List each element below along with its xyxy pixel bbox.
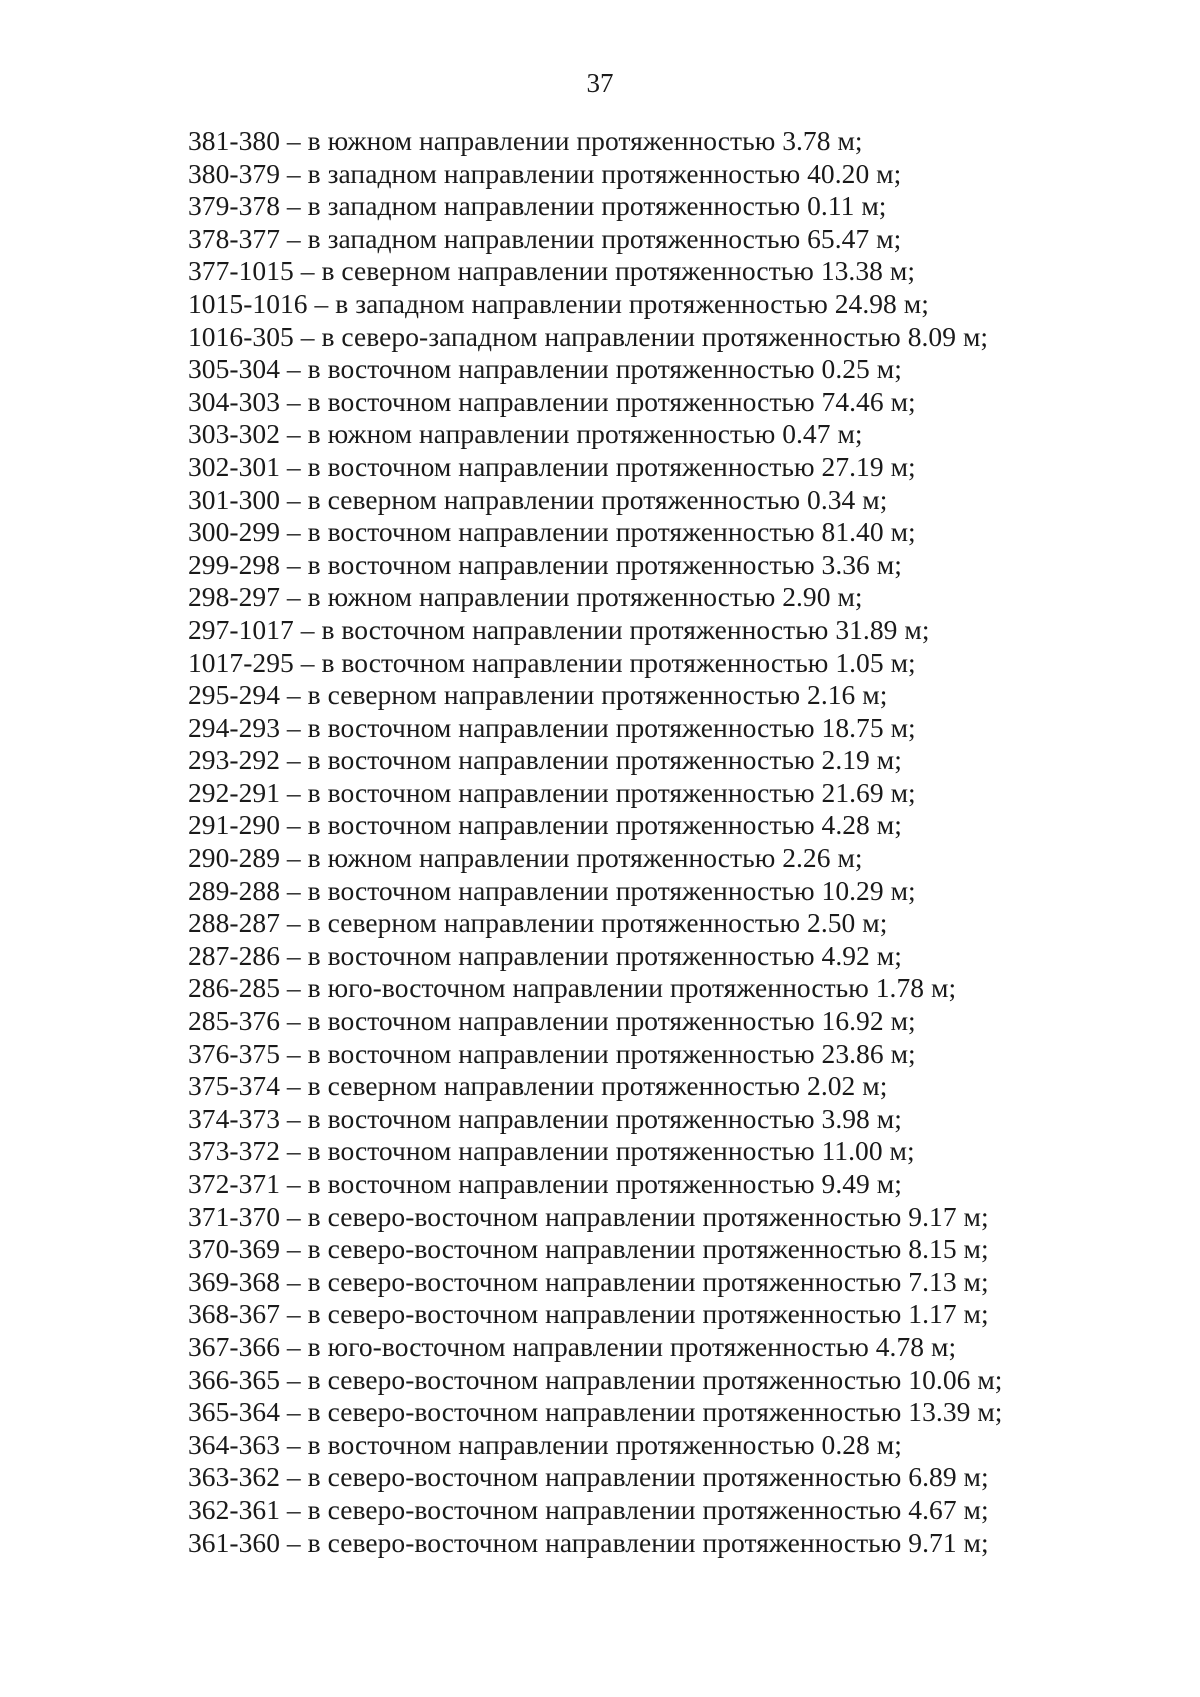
segment-line: 380-379 – в западном направлении протяженностью 40.20 м; — [188, 157, 902, 189]
boundary-segment-list — [188, 125, 1003, 1559]
segment-line: 368-367 – в северо-восточном направлении протяженностью 1.17 м; — [188, 1298, 989, 1330]
segment-line: 365-364 – в северо-восточном направлении протяженностью 13.39 м; — [188, 1396, 1003, 1428]
segment-line: 362-361 – в северо-восточном направлении протяженностью 4.67 м; — [188, 1493, 989, 1525]
segment-line: 298-297 – в южном направлении протяженностью 2.90 м; — [188, 581, 863, 613]
segment-line: 379-378 – в западном направлении протяженностью 0.11 м; — [188, 190, 887, 222]
segment-line: 302-301 – в восточном направлении протяженностью 27.19 м; — [188, 450, 916, 482]
segment-line: 286-285 – в юго-восточном направлении протяженностью 1.78 м; — [188, 972, 957, 1004]
segment-line: 371-370 – в северо-восточном направлении протяженностью 9.17 м; — [188, 1200, 989, 1232]
segment-line: 304-303 – в восточном направлении протяженностью 74.46 м; — [188, 385, 916, 417]
segment-line: 375-374 – в северном направлении протяженностью 2.02 м; — [188, 1070, 888, 1102]
segment-line: 287-286 – в восточном направлении протяженностью 4.92 м; — [188, 939, 902, 971]
segment-line: 303-302 – в южном направлении протяженностью 0.47 м; — [188, 418, 863, 450]
segment-line: 301-300 – в северном направлении протяженностью 0.34 м; — [188, 483, 888, 515]
page-number: 37 — [586, 68, 614, 98]
segment-line: 367-366 – в юго-восточном направлении протяженностью 4.78 м; — [188, 1330, 957, 1362]
segment-line: 299-298 – в восточном направлении протяженностью 3.36 м; — [188, 548, 902, 580]
segment-line: 292-291 – в восточном направлении протяженностью 21.69 м; — [188, 776, 916, 808]
segment-line: 378-377 – в западном направлении протяженностью 65.47 м; — [188, 222, 902, 254]
segment-line: 377-1015 – в северном направлении протяженностью 13.38 м; — [188, 255, 916, 287]
segment-line: 374-373 – в восточном направлении протяженностью 3.98 м; — [188, 1102, 902, 1134]
segment-line: 366-365 – в северо-восточном направлении протяженностью 10.06 м; — [188, 1363, 1003, 1395]
segment-line: 289-288 – в восточном направлении протяженностью 10.29 м; — [188, 874, 916, 906]
segment-line: 305-304 – в восточном направлении протяженностью 0.25 м; — [188, 353, 902, 385]
segment-line: 1017-295 – в восточном направлении протяженностью 1.05 м; — [188, 646, 916, 678]
segment-line: 295-294 – в северном направлении протяженностью 2.16 м; — [188, 679, 888, 711]
segment-line: 291-290 – в восточном направлении протяженностью 4.28 м; — [188, 809, 902, 841]
segment-line: 369-368 – в северо-восточном направлении протяженностью 7.13 м; — [188, 1265, 989, 1297]
segment-line: 364-363 – в восточном направлении протяженностью 0.28 м; — [188, 1428, 902, 1460]
segment-line: 373-372 – в восточном направлении протяженностью 11.00 м; — [188, 1135, 915, 1167]
segment-line: 1016-305 – в северо-западном направлении протяженностью 8.09 м; — [188, 320, 989, 352]
segment-line: 1015-1016 – в западном направлении протяженностью 24.98 м; — [188, 287, 929, 319]
segment-line: 288-287 – в северном направлении протяженностью 2.50 м; — [188, 907, 888, 939]
segment-line: 294-293 – в восточном направлении протяженностью 18.75 м; — [188, 711, 916, 743]
segment-line: 361-360 – в северо-восточном направлении протяженностью 9.71 м; — [188, 1526, 989, 1558]
segment-line: 363-362 – в северо-восточном направлении протяженностью 6.89 м; — [188, 1461, 989, 1493]
segment-line: 297-1017 – в восточном направлении протяженностью 31.89 м; — [188, 613, 930, 645]
segment-line: 370-369 – в северо-восточном направлении протяженностью 8.15 м; — [188, 1233, 989, 1265]
segment-line: 372-371 – в восточном направлении протяженностью 9.49 м; — [188, 1168, 902, 1199]
segment-line: 285-376 – в восточном направлении протяженностью 16.92 м; — [188, 1005, 916, 1037]
segment-line: 290-289 – в южном направлении протяженностью 2.26 м; — [188, 842, 863, 874]
segment-line: 376-375 – в восточном направлении протяженностью 23.86 м; — [188, 1037, 916, 1069]
segment-line: 293-292 – в восточном направлении протяженностью 2.19 м; — [188, 744, 902, 776]
segment-line: 381-380 – в южном направлении протяженностью 3.78 м; — [188, 125, 863, 156]
segment-line: 300-299 – в восточном направлении протяженностью 81.40 м; — [188, 516, 916, 548]
